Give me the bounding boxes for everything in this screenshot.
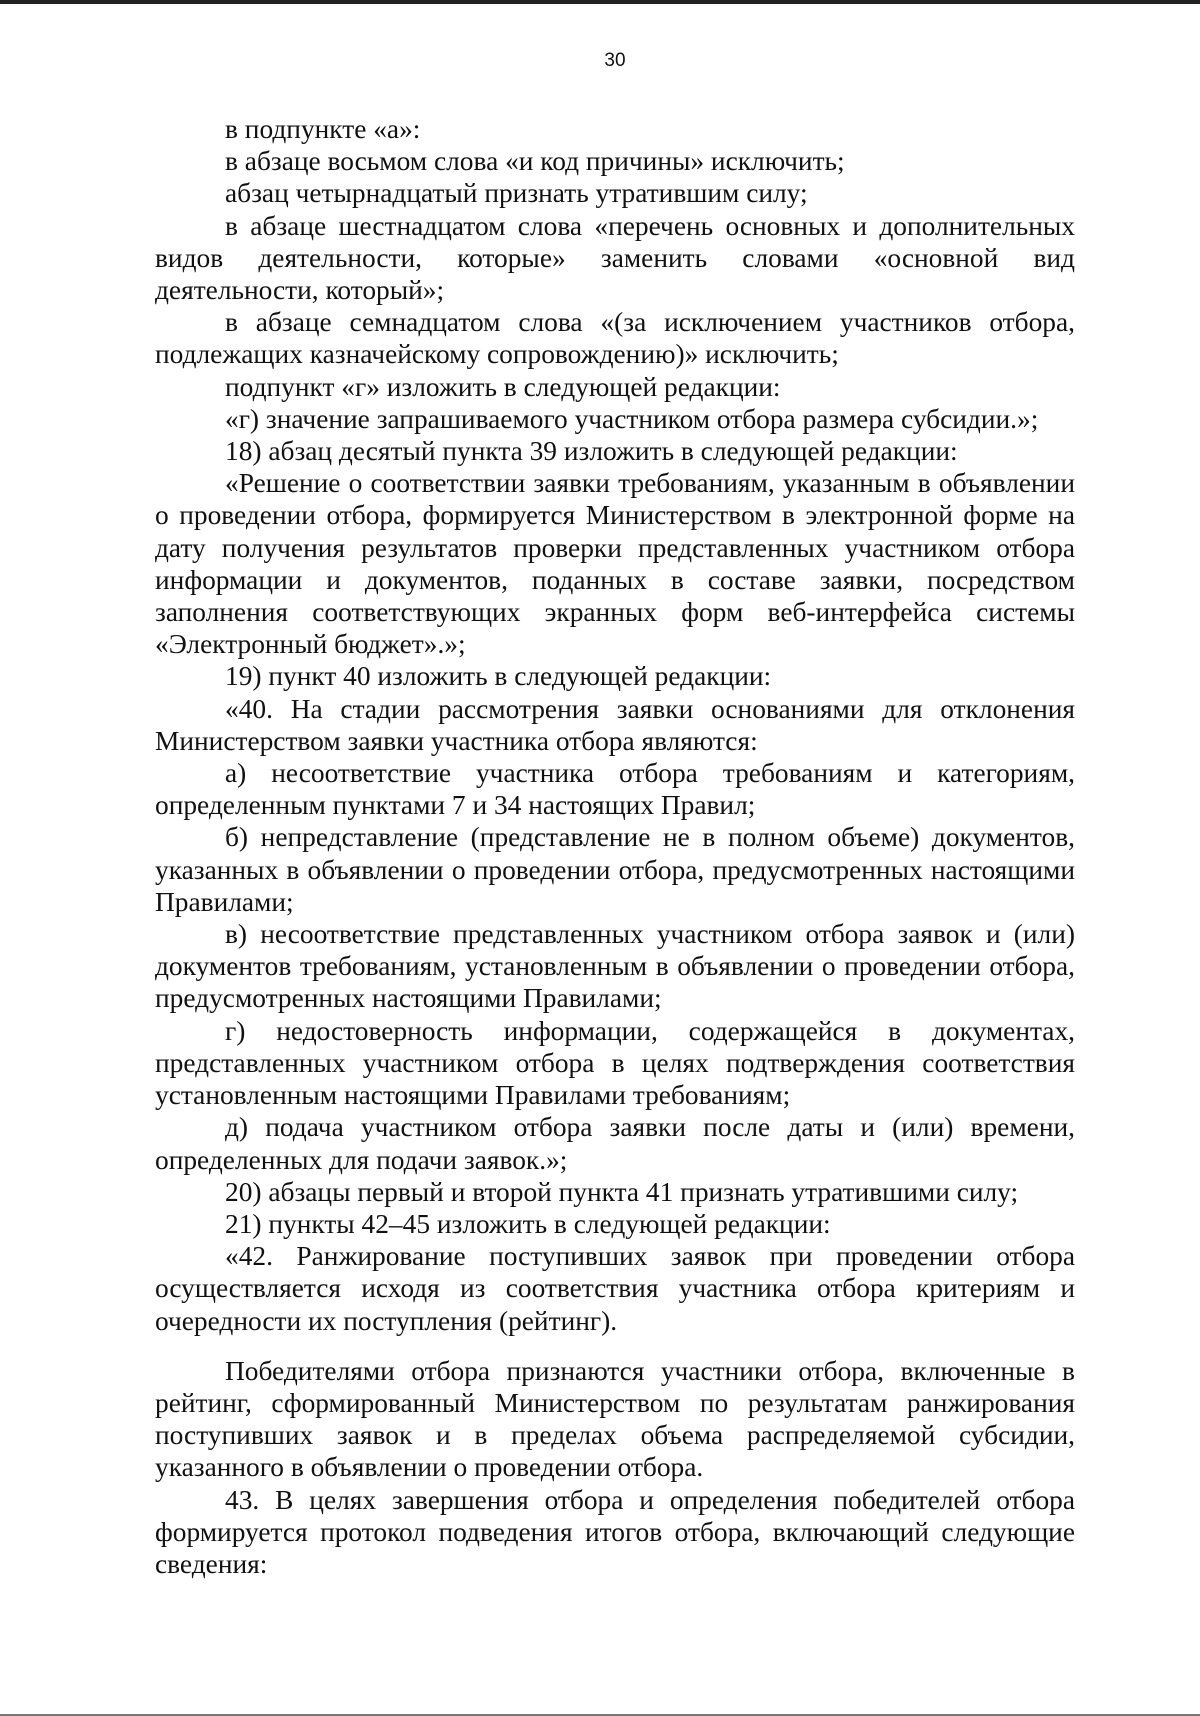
paragraph: г) недостоверность информации, содержащейся в документах, представленных участником отбора в целях подтверждения соответствия установленным настоящими Правилами требованиям;	[155, 1015, 1075, 1111]
paragraph: 19) пункт 40 изложить в следующей редакции:	[225, 661, 772, 692]
paragraph: 43. В целях завершения отбора и определения победителей отбора формируется протокол подведения итогов отбора, включающий следующие сведения:	[155, 1484, 1075, 1579]
document-body	[155, 113, 1075, 1580]
paragraph: 21) пункты 42–45 изложить в следующей редакции:	[225, 1208, 831, 1239]
paragraph: б) непредставление (представление не в полном объеме) документов, указанных в объявлении о проведении отбора, предусмотренных настоящими Правилами;	[155, 822, 1075, 917]
paragraph: в абзаце восьмом слова «и код причины» исключить;	[225, 146, 845, 177]
paragraph: в абзаце семнадцатом слова «(за исключением участников отбора, подлежащих казначейскому сопровождению)» исключить;	[155, 307, 1075, 370]
paragraph: 18) абзац десятый пункта 39 изложить в следующей редакции:	[225, 436, 958, 467]
paragraph: Победителями отбора признаются участники отбора, включенные в рейтинг, сформированный Министерством по результатам ранжирования поступивших заявок и в пределах объема распределяемой субсидии, указанного в объявлении о проведении отбора.	[155, 1355, 1075, 1483]
paragraph: 20) абзацы первый и второй пункта 41 признать утратившими силу;	[225, 1176, 1019, 1207]
paragraph: подпункт «г» изложить в следующей редакции:	[225, 371, 781, 402]
page-number: 30	[604, 50, 626, 71]
paragraph: «Решение о соответствии заявки требованиям, указанным в объявлении о проведении отбора, формируется Министерством в электронной форме на дату получения результатов проверки представленных участником отбора информации и документов, поданных в составе заявки, посредством заполнения соответствующих экранных форм веб-интерфейса системы «Электронный бюджет».»;	[155, 468, 1075, 660]
paragraph: д) подача участником отбора заявки после даты и (или) времени, определенных для подачи заявок.»;	[155, 1112, 1075, 1175]
paragraph: а) несоответствие участника отбора требованиям и категориям, определенным пунктами 7 и 34 настоящих Правил;	[155, 758, 1075, 821]
paragraph: в подпункте «а»:	[225, 114, 421, 144]
paragraph: «40. На стадии рассмотрения заявки основаниями для отклонения Министерством заявки участника отбора являются:	[155, 693, 1075, 756]
paragraph: «г) значение запрашиваемого участником отбора размера субсидии.»;	[225, 403, 1039, 434]
paragraph: абзац четырнадцатый признать утратившим силу;	[225, 178, 808, 209]
paragraph: «42. Ранжирование поступивших заявок при проведении отбора осуществляется исходя из соответствия участника отбора критериям и очередности их поступления (рейтинг).	[155, 1241, 1075, 1336]
paragraph: в) несоответствие представленных участником отбора заявок и (или) документов требованиям, установленным в объявлении о проведении отбора, предусмотренных настоящими Правилами;	[155, 919, 1075, 1014]
paragraph: в абзаце шестнадцатом слова «перечень основных и дополнительных видов деятельности, которые» заменить словами «основной вид деятельности, который»;	[155, 210, 1075, 306]
scan-top-border	[0, 0, 1200, 4]
